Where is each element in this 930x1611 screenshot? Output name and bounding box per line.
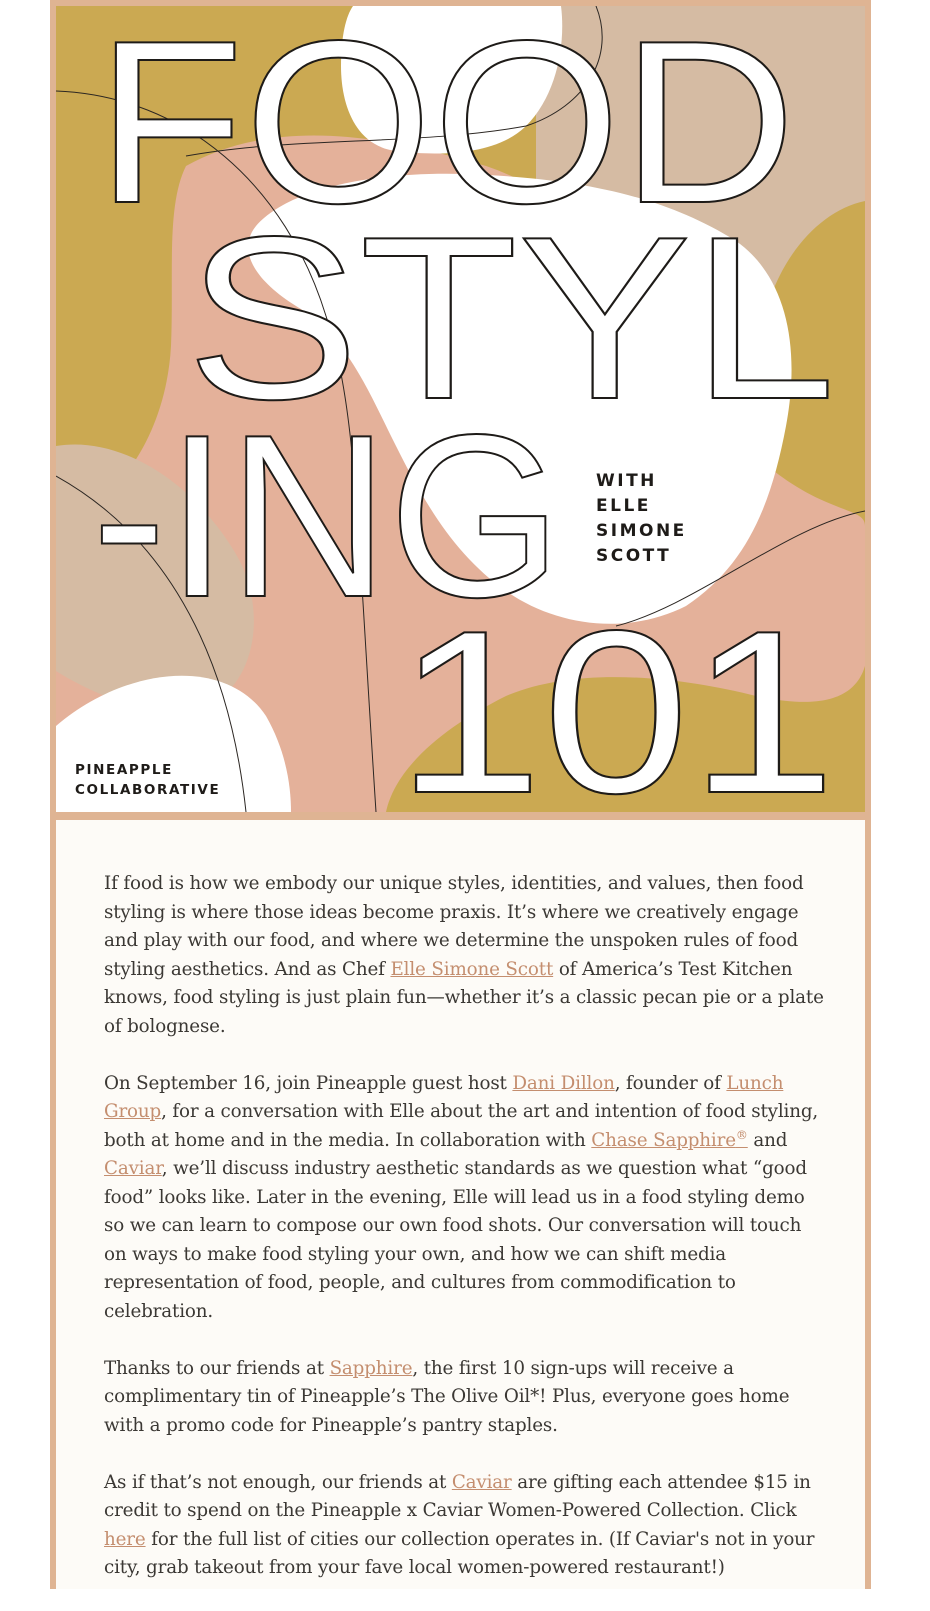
paragraph-intro <box>104 870 824 1041</box>
paragraph-text: are gifting each attendee $15 in credit to spend on the Pineapple x Caviar Women-Powered Collection. Click <box>104 1471 811 1521</box>
with-label: WITH <box>596 471 657 491</box>
host-name-line2: SIMONE <box>596 521 687 541</box>
link-here[interactable]: here <box>104 1528 146 1550</box>
paragraph-event <box>104 1070 824 1327</box>
hero-artwork <box>56 6 865 812</box>
paragraph-text: , founder of <box>614 1072 727 1094</box>
link-caviar-gift[interactable]: Caviar <box>451 1471 512 1493</box>
link-sapphire[interactable]: Sapphire <box>329 1357 413 1379</box>
email-body <box>56 820 865 1589</box>
paragraph-sapphire <box>104 1355 824 1441</box>
title-food: FOOD <box>96 6 797 252</box>
title-101: 101 <box>396 583 836 812</box>
brand-line2: COLLABORATIVE <box>75 782 221 798</box>
registered-mark: ® <box>735 1127 748 1142</box>
link-chase-sapphire[interactable] <box>591 1127 748 1151</box>
title-ing: -ING <box>92 387 562 646</box>
link-label: Chase Sapphire <box>591 1129 736 1151</box>
paragraph-text: As if that’s not enough, our friends at <box>104 1471 452 1493</box>
article-text <box>104 870 824 1611</box>
hero-banner <box>56 6 865 812</box>
paragraph-text: If food is how we embody our unique styles, identities, and values, then food styling is where those ideas become praxis. It’s where we creatively engage and play with our food, and where we determine the unspoken rules of food styling aesthetics. And as Chef <box>104 873 804 980</box>
paragraph-text: , the first 10 sign-ups will receive a complimentary tin of Pineapple’s The Olive Oil*! Plus, everyone goes home with a promo code for Pineapple’s pantry staples. <box>104 1357 790 1436</box>
link-elle-simone-scott[interactable]: Elle Simone Scott <box>390 958 554 980</box>
title-styl: STYL <box>186 189 836 448</box>
paragraph-text: Thanks to our friends at <box>104 1357 330 1379</box>
paragraph-text: of America’s Test Kitchen knows, food styling is just plain fun—whether it’s a classic pecan pie or a plate of bolognese. <box>104 958 824 1037</box>
paragraph-caviar <box>104 1469 824 1583</box>
paragraph-text: and <box>747 1129 788 1151</box>
paragraph-text: , we’ll discuss industry aesthetic standards as we question what “good food” looks like. Later in the evening, Elle will lead us in a food styling demo so we can learn to compose our own food shots. Our conversation will touch on ways to make food styling your own, and how we can shift media representation of food, people, and cultures from commodification to celebration. <box>104 1158 807 1322</box>
paragraph-text: On September 16, join Pineapple guest host <box>104 1072 513 1094</box>
link-caviar[interactable]: Caviar <box>104 1158 162 1179</box>
link-dani-dillon[interactable]: Dani Dillon <box>512 1072 615 1094</box>
paragraph-text: for the full list of cities our collection operates in. (If Caviar's not in your city, grab takeout from your fave local women-powered restaurant!) <box>104 1528 815 1578</box>
link-lunch-group[interactable]: Lunch Group <box>104 1072 784 1122</box>
paragraph-text: , for a conversation with Elle about the art and intention of food styling, both at home and in the media. In collaboration with <box>104 1101 819 1151</box>
brand-line1: PINEAPPLE <box>75 762 173 778</box>
host-name-line1: ELLE <box>596 496 651 516</box>
host-name-line3: SCOTT <box>596 546 672 566</box>
